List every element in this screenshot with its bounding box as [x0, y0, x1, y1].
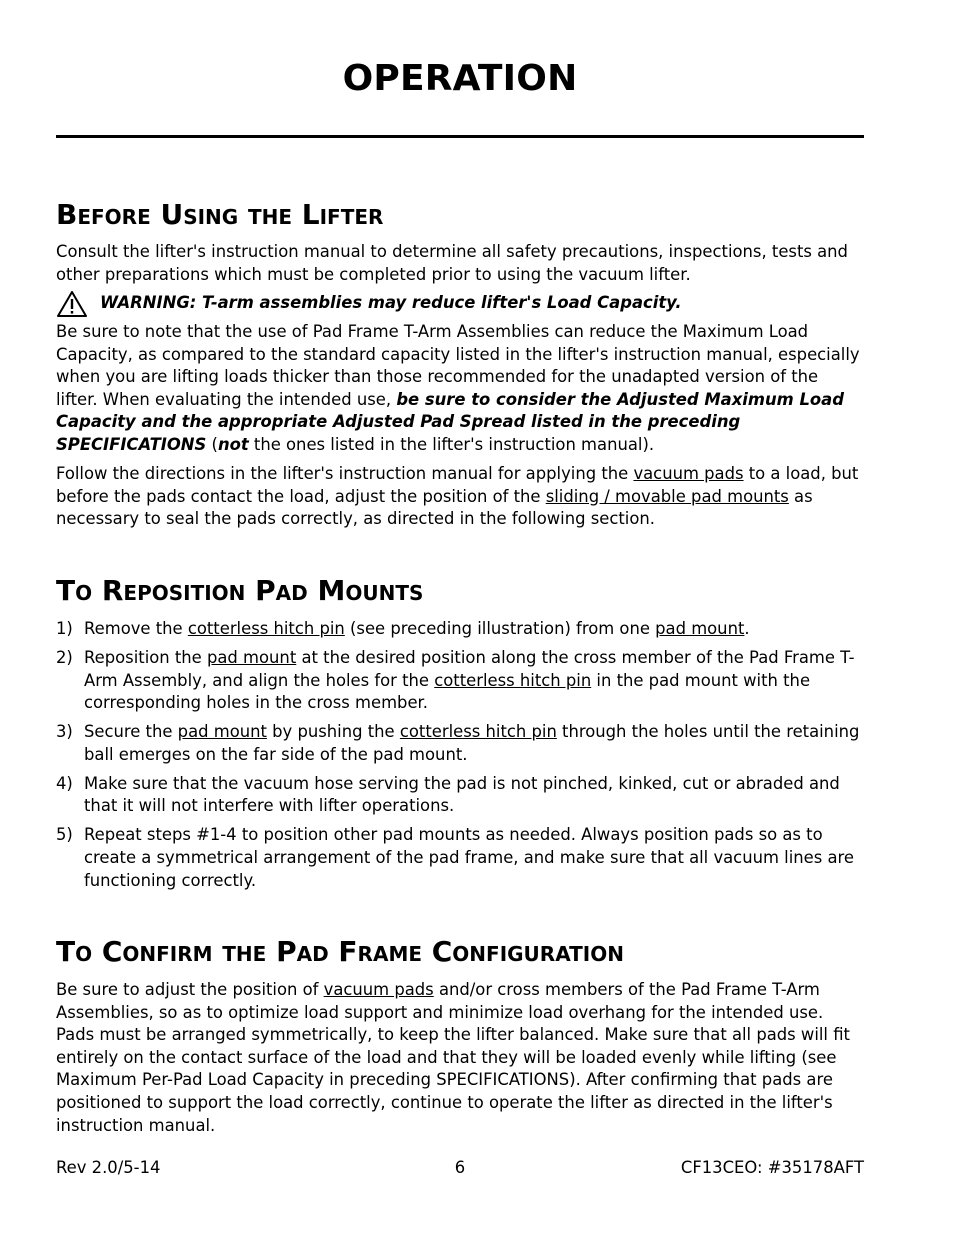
list-item: 2) Reposition the pad mount at the desired position along the cross member of the Pad Frame T-Arm Assembly, and align the holes for the cotterless hitch pin in the pad mount with the corresponding holes in the cross member. [56, 647, 855, 713]
section-heading-reposition: To Reposition Pad Mounts [56, 574, 424, 607]
title-divider [56, 135, 864, 138]
term-vacuum-pads: vacuum pads [323, 980, 434, 999]
term-vacuum-pads: vacuum pads [633, 464, 744, 483]
warning-triangle-icon [56, 290, 88, 318]
section-heading-before-using: Before Using the Lifter [56, 198, 384, 231]
directions-paragraph: Follow the directions in the lifter's instruction manual for applying the vacuum pads to a load, but before the pads contact the load, adjust the position of the sliding / movable pad mounts as necessary to seal the pads correctly, as directed in the following section. [56, 464, 859, 529]
footer-page-number: 6 [454, 1158, 466, 1177]
page-footer [56, 1156, 864, 1180]
emphasis-not: not [217, 434, 249, 454]
warning-notice [56, 290, 864, 320]
list-item: 4) Make sure that the vacuum hose serving the pad is not pinched, kinked, cut or abraded and that it will not interfere with lifter operations. [56, 773, 840, 816]
footer-document-id: CF13CEO: #35178AFT [680, 1158, 864, 1177]
emphasis-adjusted-capacity: be sure to consider the Adjusted Maximum Load Capacity and the appropriate Adjusted Pad Spread listed in the preceding SPECIFICATIONS [56, 389, 844, 454]
intro-paragraph: Consult the lifter's instruction manual to determine all safety precautions, inspections, tests and other preparations which must be completed prior to using the vacuum lifter. [56, 242, 848, 284]
document-page [56, 0, 864, 1235]
warning-text: WARNING: T-arm assemblies may reduce lifter's Load Capacity. [100, 293, 682, 312]
configuration-paragraph: Be sure to adjust the position of vacuum pads and/or cross members of the Pad Frame T-Arm Assemblies, so as to optimize load support and minimize load overhang for the intended use. Pads must be arranged symmetrically, to keep the lifter balanced. Make sure that all pads will fit entirely on the contact surface of the load and that they will be loaded evenly while lifting (see Maximum Per-Pad Load Capacity in preceding SPECIFICATIONS). After confirming that pads are positioned to support the load correctly, continue to operate the lifter as directed in the lifter's instruction manual. [56, 980, 850, 1135]
page-title: OPERATION [342, 58, 578, 99]
section-heading-confirm-configuration: To Confirm the Pad Frame Configuration [56, 935, 624, 968]
term-sliding-pad-mounts: sliding / movable pad mounts [545, 486, 789, 506]
reposition-steps-list [56, 618, 864, 898]
list-item: 3) Secure the pad mount by pushing the cotterless hitch pin through the holes until the retaining ball emerges on the far side of the pad mount. [56, 722, 860, 764]
footer-revision: Rev 2.0/5-14 [56, 1158, 161, 1177]
list-item: 5) Repeat steps #1-4 to position other pad mounts as needed. Always position pads so as to create a symmetrical arrangement of the pad frame, and make sure that all vacuum lines are functioning correctly. [56, 825, 854, 890]
capacity-paragraph: Be sure to note that the use of Pad Frame T-Arm Assemblies can reduce the Maximum Load Capacity, as compared to the standard capacity listed in the lifter's instruction manual, especially when you are lifting loads thicker than those recommended for the unadapted version of the lifter. When evaluating the intended use, be sure to consider the Adjusted Maximum Load Capacity and the appropriate Adjusted Pad Spread listed in the preceding SPECIFICATIONS (not the ones listed in the lifter's instruction manual). [56, 322, 860, 454]
list-item: 1) Remove the cotterless hitch pin (see preceding illustration) from one pad mount. [56, 619, 750, 638]
